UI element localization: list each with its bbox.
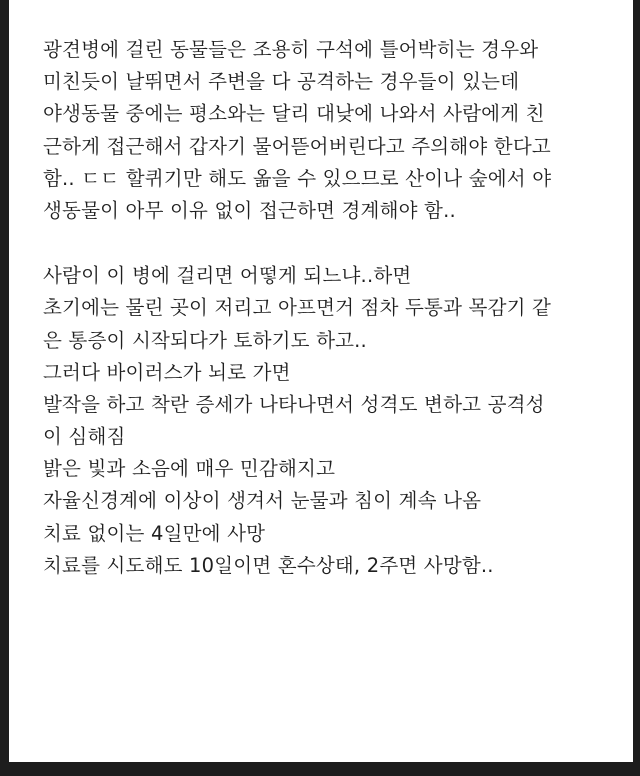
paragraph-rabies-humans (43, 260, 603, 582)
post-text (43, 34, 603, 582)
text-line: 은 통증이 시작되다가 토하기도 하고.. (43, 328, 367, 352)
text-line: 근하게 접근해서 갑자기 물어뜯어버린다고 주의해야 한다고 (43, 134, 551, 158)
text-line: 광견병에 걸린 동물들은 조용히 구석에 틀어박히는 경우와 (43, 38, 539, 61)
text-line: 발작을 하고 착란 증세가 나타나면서 성격도 변하고 공격성 (43, 392, 545, 416)
text-line: 생동물이 아무 이유 없이 접근하면 경계해야 함.. (43, 198, 456, 222)
paragraph-rabies-animals (43, 34, 603, 227)
text-line: 자율신경계에 이상이 생겨서 눈물과 침이 계속 나옴 (43, 489, 482, 513)
text-line: 사람이 이 병에 걸리면 어떻게 되느냐..하면 (43, 264, 412, 288)
text-line: 야생동물 중에는 평소와는 달리 대낮에 나와서 사람에게 친 (43, 102, 545, 126)
text-line: 치료를 시도해도 10일이면 혼수상태, 2주면 사망함.. (43, 553, 494, 577)
paragraph-gap (43, 227, 603, 260)
text-line: 초기에는 물린 곳이 저리고 아프면거 점차 두통과 목감기 같 (43, 296, 552, 320)
text-line: 치료 없이는 4일만에 사망 (43, 521, 266, 545)
text-line: 밝은 빛과 소음에 매우 민감해지고 (43, 457, 336, 481)
text-line: 함.. ㄷㄷ 할퀴기만 해도 옮을 수 있으므로 산이나 숲에서 야 (43, 166, 552, 190)
screen-edge-left (0, 0, 9, 776)
screen-edge-right (633, 0, 640, 776)
text-line: 이 심해짐 (43, 425, 126, 449)
text-line: 그러다 바이러스가 뇌로 가면 (43, 360, 291, 384)
screen-edge-bottom (0, 762, 640, 776)
text-line: 미친듯이 날뛰면서 주변을 다 공격하는 경우들이 있는데 (43, 70, 520, 94)
